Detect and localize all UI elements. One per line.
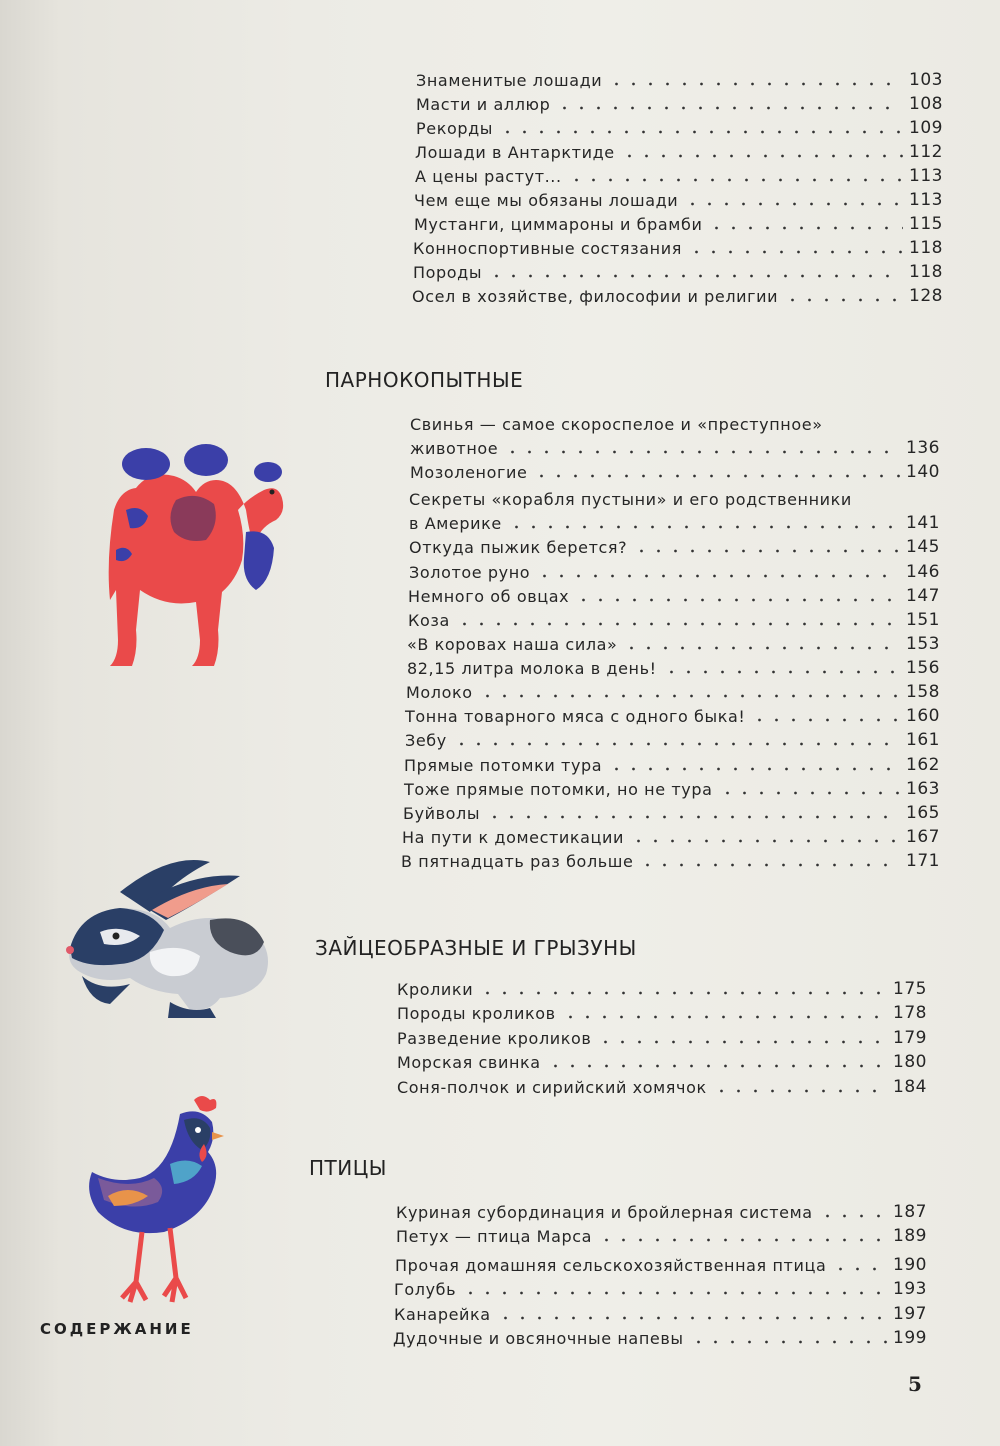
toc-entry-title: Дудочные и овсяночные напевы xyxy=(393,1329,684,1348)
leader-dots xyxy=(684,193,903,207)
toc-entry-page: 189 xyxy=(893,1226,927,1246)
leader-dots xyxy=(575,589,900,603)
leader-dots xyxy=(479,982,887,996)
leader-dots xyxy=(497,1307,887,1321)
toc-entry-title: В пятнадцать раз больше xyxy=(401,852,634,871)
toc-entry-title: На пути к доместикации xyxy=(402,828,625,847)
leader-dots xyxy=(623,637,900,651)
leader-dots xyxy=(713,1080,887,1094)
toc-entry-title: 82,15 литра молока в день! xyxy=(407,659,657,678)
toc-entry-title: Осел в хозяйстве, философии и религии xyxy=(412,287,779,306)
toc-entry-title: Откуда пыжик берется? xyxy=(409,538,628,557)
section-title: ПАРНОКОПЫТНЫЕ xyxy=(325,368,524,392)
toc-entry-page: 140 xyxy=(906,462,940,482)
leader-dots xyxy=(547,1055,887,1069)
toc-entry-title: Породы xyxy=(413,263,483,282)
leader-dots xyxy=(597,1031,887,1045)
leader-dots xyxy=(504,441,900,455)
leader-dots xyxy=(598,1229,887,1243)
leader-dots xyxy=(556,97,903,111)
toc-entry[interactable] xyxy=(396,1198,927,1222)
toc-entry[interactable] xyxy=(410,434,940,458)
toc-entry[interactable] xyxy=(406,678,940,702)
toc-entry-page: 163 xyxy=(906,779,940,799)
toc-entry-title: Зебу xyxy=(405,731,447,750)
toc-entry[interactable] xyxy=(416,114,943,138)
toc-entry[interactable] xyxy=(407,654,940,678)
toc-entry[interactable] xyxy=(394,1275,927,1299)
camel-body xyxy=(109,444,283,666)
toc-entry-title: Прочая домашняя сельскохозяйственная птица xyxy=(395,1256,827,1275)
toc-entry-page: 136 xyxy=(906,438,940,458)
toc-entry-title: Рекорды xyxy=(416,119,493,138)
toc-entry-page: 118 xyxy=(909,262,943,282)
toc-entry[interactable] xyxy=(404,751,940,775)
toc-entry-page: 178 xyxy=(893,1003,927,1023)
toc-entry-title: Молоко xyxy=(406,683,473,702)
toc-entry[interactable] xyxy=(402,823,940,847)
toc-entry-page: 146 xyxy=(906,562,940,582)
toc-entry-title: Мозоленогие xyxy=(410,463,528,482)
toc-entry-page: 162 xyxy=(906,755,940,775)
toc-entry[interactable] xyxy=(413,234,943,258)
toc-entry-page: 180 xyxy=(893,1052,927,1072)
toc-entry[interactable] xyxy=(405,702,940,726)
toc-entry-title: «В коровах наша сила» xyxy=(407,635,618,654)
toc-entry-page: 171 xyxy=(906,851,940,871)
toc-entry[interactable] xyxy=(394,1300,927,1324)
leader-dots xyxy=(488,265,903,279)
toc-entry[interactable] xyxy=(416,90,943,114)
toc-entry-page: 141 xyxy=(906,513,940,533)
leader-dots xyxy=(536,565,900,579)
toc-entry-page: 118 xyxy=(909,238,943,258)
section-title: ПТИЦЫ xyxy=(309,1156,387,1180)
toc-entry-title: Секреты «корабля пустыни» и его родственники xyxy=(409,490,852,509)
toc-entry-page: 161 xyxy=(906,730,940,750)
leader-dots xyxy=(784,289,903,303)
toc-entry[interactable] xyxy=(416,66,943,90)
leader-dots xyxy=(499,121,903,135)
toc-entry-title: Свинья — самое скороспелое и «преступное» xyxy=(410,415,823,434)
toc-entry[interactable] xyxy=(415,162,943,186)
toc-entry-page: 167 xyxy=(906,827,940,847)
toc-entry-title: Знаменитые лошади xyxy=(416,71,603,90)
toc-entry[interactable] xyxy=(403,799,940,823)
leader-dots xyxy=(690,1331,887,1345)
leader-dots xyxy=(832,1258,887,1272)
leader-dots xyxy=(479,685,900,699)
toc-entry[interactable] xyxy=(409,533,940,557)
toc-entry[interactable] xyxy=(401,847,940,871)
rooster-illustration xyxy=(84,1092,234,1306)
toc-entry-title: Золотое руно xyxy=(409,563,531,582)
toc-entry-page: 156 xyxy=(906,658,940,678)
toc-entry-page: 175 xyxy=(893,979,927,999)
toc-entry[interactable] xyxy=(409,558,940,582)
toc-entry-title-line[interactable] xyxy=(409,485,940,509)
toc-entry[interactable] xyxy=(413,258,943,282)
page-number: 5 xyxy=(908,1372,922,1396)
toc-entry-title: Немного об овцах xyxy=(408,587,570,606)
toc-entry[interactable] xyxy=(404,775,940,799)
toc-entry-page: 151 xyxy=(906,610,940,630)
toc-entry-title: Масти и аллюр xyxy=(416,95,551,114)
leader-dots xyxy=(562,1006,887,1020)
toc-entry[interactable] xyxy=(407,630,940,654)
leader-dots xyxy=(819,1205,887,1219)
toc-entry-title: Тонна товарного мяса с одного быка! xyxy=(405,707,746,726)
toc-entry-page: 128 xyxy=(909,286,943,306)
toc-entry-title: Куриная субординация и бройлерная система xyxy=(396,1203,813,1222)
toc-entry-title: Коза xyxy=(408,611,450,630)
toc-entry-title-continued: животное xyxy=(410,439,499,458)
leader-dots xyxy=(621,145,903,159)
toc-entry[interactable] xyxy=(396,1222,927,1246)
contents-label: СОДЕРЖАНИЕ xyxy=(40,1320,194,1338)
toc-entry[interactable] xyxy=(414,186,943,210)
toc-entry-page: 179 xyxy=(893,1028,927,1048)
toc-entry-page: 153 xyxy=(906,634,940,654)
toc-entry-page: 187 xyxy=(893,1202,927,1222)
leader-dots xyxy=(568,169,903,183)
toc-entry-title: Породы кроликов xyxy=(397,1004,556,1023)
toc-entry-page: 160 xyxy=(906,706,940,726)
toc-entry-title: Чем еще мы обязаны лошади xyxy=(414,191,679,210)
toc-entry-page: 190 xyxy=(893,1255,927,1275)
leader-dots xyxy=(719,782,901,796)
rabbit-body xyxy=(66,860,268,1018)
leader-dots xyxy=(630,830,900,844)
toc-entry-page: 113 xyxy=(909,166,943,186)
toc-entry[interactable] xyxy=(405,726,940,750)
toc-entry-page: 193 xyxy=(893,1279,927,1299)
toc-entry-page: 158 xyxy=(906,682,940,702)
toc-entry-page: 145 xyxy=(906,537,940,557)
leader-dots xyxy=(633,540,900,554)
toc-entry-title: А цены растут... xyxy=(415,167,562,186)
toc-entry-page: 184 xyxy=(893,1077,927,1097)
toc-entry[interactable] xyxy=(397,999,927,1023)
leader-dots xyxy=(639,854,900,868)
leader-dots xyxy=(508,516,900,530)
toc-entry[interactable] xyxy=(397,1073,927,1097)
toc-entry-page: 165 xyxy=(906,803,940,823)
toc-entry-page: 103 xyxy=(909,70,943,90)
camel-illustration xyxy=(96,440,296,680)
rooster-body xyxy=(89,1096,224,1302)
leader-dots xyxy=(688,241,903,255)
leader-dots xyxy=(608,758,900,772)
toc-entry[interactable] xyxy=(412,282,943,306)
leader-dots xyxy=(663,661,900,675)
leader-dots xyxy=(456,613,900,627)
toc-entry[interactable] xyxy=(410,458,940,482)
toc-entry[interactable] xyxy=(397,975,927,999)
toc-entry-title-continued: в Америке xyxy=(409,514,502,533)
toc-entry-title: Мустанги, циммароны и брамби xyxy=(414,215,703,234)
toc-entry[interactable] xyxy=(393,1324,927,1348)
toc-entry-page: 112 xyxy=(909,142,943,162)
toc-entry-title: Петух — птица Марса xyxy=(396,1227,593,1246)
leader-dots xyxy=(462,1282,887,1296)
toc-entry-title-line[interactable] xyxy=(410,410,940,434)
rabbit-illustration xyxy=(60,852,280,1022)
toc-entry-page: 109 xyxy=(909,118,943,138)
toc-entry[interactable] xyxy=(409,509,940,533)
toc-entry-title: Конноспортивные состязания xyxy=(413,239,682,258)
toc-entry-page: 113 xyxy=(909,190,943,210)
toc-entry[interactable] xyxy=(408,606,940,630)
toc-entry-title: Прямые потомки тура xyxy=(404,756,603,775)
toc-entry-page: 199 xyxy=(893,1328,927,1348)
toc-entry-page: 115 xyxy=(909,214,943,234)
toc-entry[interactable] xyxy=(408,582,940,606)
toc-entry-title: Разведение кроликов xyxy=(397,1029,592,1048)
toc-entry-title: Буйволы xyxy=(403,804,481,823)
leader-dots xyxy=(708,217,903,231)
toc-entry-title: Тоже прямые потомки, но не тура xyxy=(404,780,713,799)
toc-entry[interactable] xyxy=(395,1251,927,1275)
toc-entry-title: Соня-полчок и сирийский хомячок xyxy=(397,1078,707,1097)
toc-entry-title: Канарейка xyxy=(394,1305,491,1324)
toc-entry[interactable] xyxy=(415,138,943,162)
toc-entry[interactable] xyxy=(397,1024,927,1048)
toc-entry-title: Морская свинка xyxy=(397,1053,541,1072)
toc-entry-page: 108 xyxy=(909,94,943,114)
leader-dots xyxy=(751,709,900,723)
toc-entry[interactable] xyxy=(397,1048,927,1072)
toc-entry[interactable] xyxy=(414,210,943,234)
leader-dots xyxy=(486,806,900,820)
toc-entry-title: Голубь xyxy=(394,1280,457,1299)
toc-entry-page: 147 xyxy=(906,586,940,606)
toc-entry-title: Кролики xyxy=(397,980,474,999)
leader-dots xyxy=(453,733,900,747)
toc-entry-page: 197 xyxy=(893,1304,927,1324)
leader-dots xyxy=(533,465,900,479)
toc-entry-title: Лошади в Антарктиде xyxy=(415,143,615,162)
leader-dots xyxy=(608,73,903,87)
section-title: ЗАЙЦЕОБРАЗНЫЕ И ГРЫЗУНЫ xyxy=(315,936,637,960)
